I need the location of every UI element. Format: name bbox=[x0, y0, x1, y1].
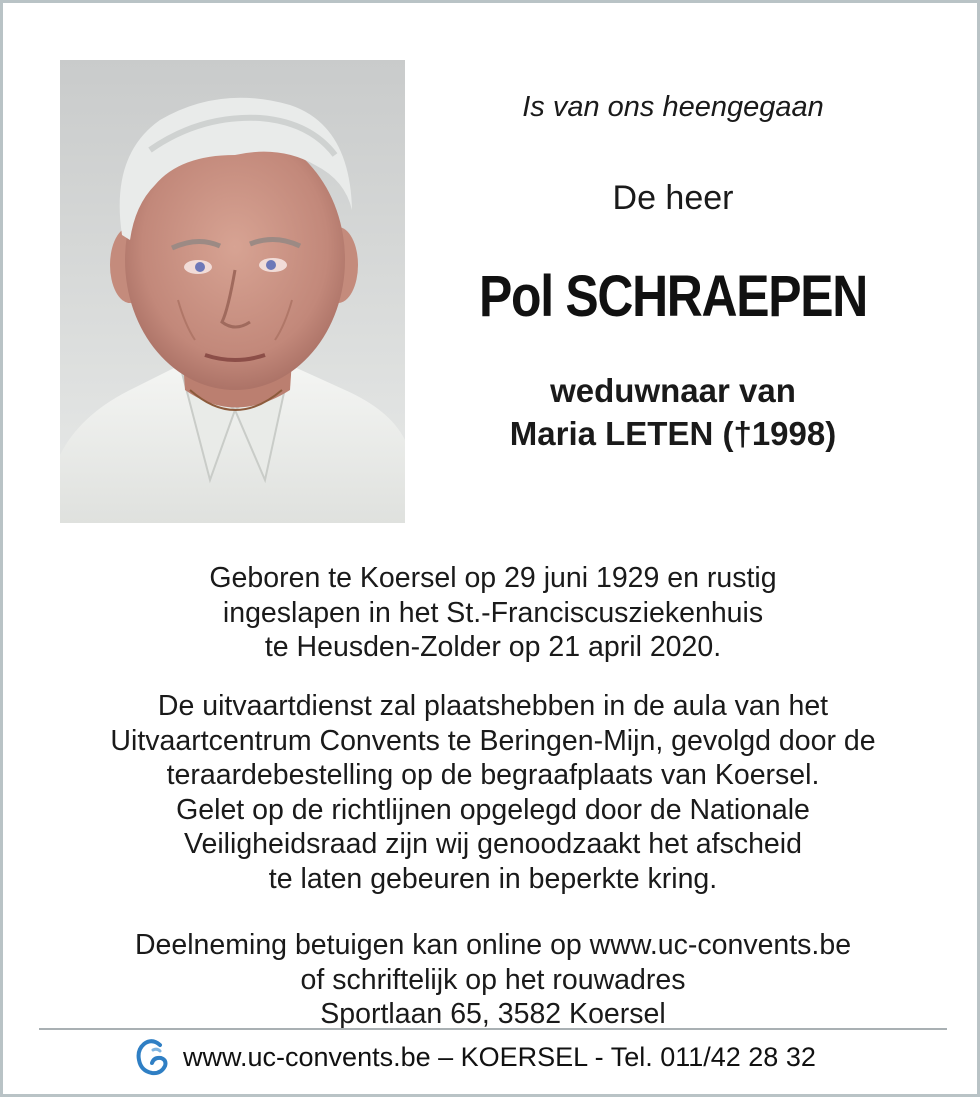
paragraph-line: teraardebestelling op de begraafplaats van Koersel. bbox=[166, 759, 820, 791]
footer-contact-text: www.uc-convents.be – KOERSEL - Tel. 011/42 28 32 bbox=[183, 1041, 816, 1072]
relation-label: weduwnaar van bbox=[550, 372, 796, 409]
funeral-paragraph bbox=[23, 689, 963, 896]
paragraph-line: De uitvaartdienst zal plaatshebben in de aula van het bbox=[157, 690, 829, 722]
portrait-photo bbox=[60, 60, 405, 523]
footer-divider bbox=[39, 1028, 947, 1030]
condolence-paragraph bbox=[23, 928, 963, 1032]
paragraph-line: Gelet op de richtlijnen opgelegd door de Nationale bbox=[176, 793, 810, 826]
deceased-name: Pol SCHRAEPEN bbox=[479, 264, 867, 329]
paragraph-line: Uitvaartcentrum Convents te Beringen-Mijn, gevolgd door de bbox=[110, 724, 876, 757]
birth-paragraph bbox=[23, 561, 963, 665]
uc-convents-logo-icon bbox=[133, 1037, 171, 1077]
intro-text: Is van ons heengegaan bbox=[522, 91, 824, 123]
honorific-title: De heer bbox=[612, 179, 734, 217]
portrait-illustration bbox=[60, 60, 405, 523]
paragraph-line: Geboren te Koersel op 29 juni 1929 en rustig bbox=[209, 562, 777, 594]
paragraph-line: of schriftelijk op het rouwadres bbox=[300, 963, 686, 996]
paragraph-line: Deelneming betuigen kan online op www.uc-convents.be bbox=[134, 929, 852, 961]
paragraph-line: Sportlaan 65, 3582 Koersel bbox=[320, 998, 666, 1030]
paragraph-line: ingeslapen in het St.-Franciscusziekenhuis bbox=[222, 596, 764, 629]
paragraph-line: te Heusden-Zolder op 21 april 2020. bbox=[264, 631, 722, 663]
paragraph-line: Veiligheidsraad zijn wij genoodzaakt het afscheid bbox=[184, 828, 802, 860]
spouse-name: Maria LETEN (†1998) bbox=[509, 415, 837, 452]
paragraph-line: te laten gebeuren in beperkte kring. bbox=[268, 862, 718, 895]
footer bbox=[133, 1037, 816, 1077]
spouse-info bbox=[443, 369, 903, 455]
